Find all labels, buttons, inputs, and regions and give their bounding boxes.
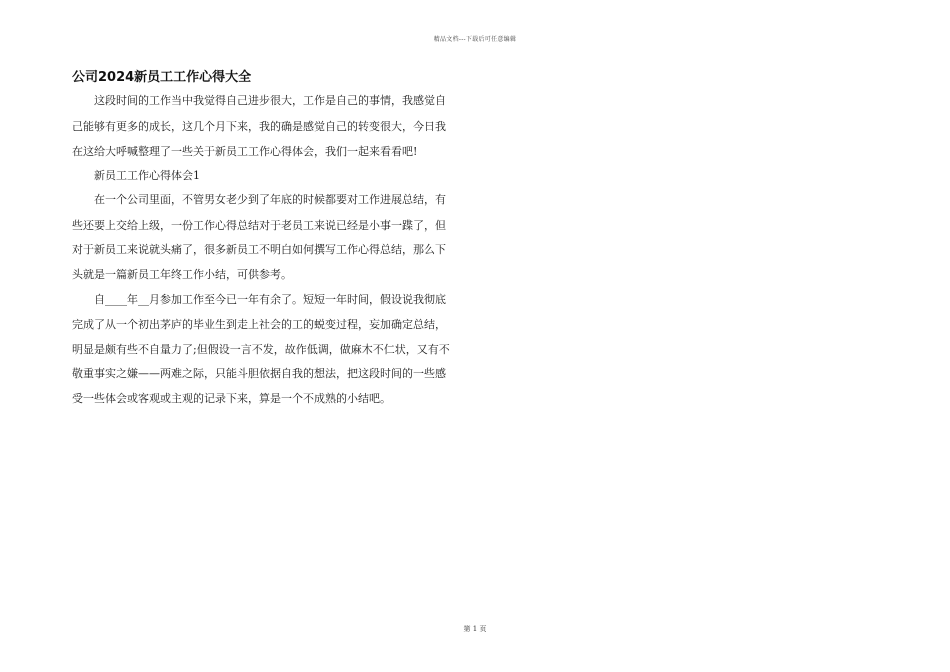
section-heading: 新员工工作心得体会1 xyxy=(72,169,200,182)
paragraph-line: 自____年__月参加工作至今已一年有余了。短短一年时间，假设说我彻底 xyxy=(72,293,446,306)
paragraph-line: 在这给大呼喊整理了一些关于新员工工作心得体会，我们一起来看看吧! xyxy=(72,145,418,158)
paragraph-line: 敬重事实之嫌——两难之际，只能斗胆依据自我的想法，把这段时间的一些感 xyxy=(72,367,446,380)
paragraph-line: 明显是颇有些不自量力了;但假设一言不发，故作低调，做麻木不仁状，又有不 xyxy=(72,343,450,356)
paragraph-line: 头就是一篇新员工年终工作小结，可供参考。 xyxy=(72,268,292,281)
paragraph-line: 受一些体会或客观或主观的记录下来，算是一个不成熟的小结吧。 xyxy=(72,392,391,405)
paragraph-line: 些还要上交给上级，一份工作心得总结对于老员工来说已经是小事一蹀了，但 xyxy=(72,219,446,232)
page-header: 精品文档---下载后可任意编辑 xyxy=(433,36,517,43)
paragraph-line: 己能够有更多的成长，这几个月下来，我的确是感觉自己的转变很大，今日我 xyxy=(72,120,446,133)
document-title: 公司2024新员工工作心得大全 xyxy=(72,70,252,85)
paragraph-line: 在一个公司里面，不管男女老少到了年底的时候都要对工作进展总结，有 xyxy=(72,193,446,206)
paragraph-line: 完成了从一个初出茅庐的毕业生到走上社会的工的蜕变过程，妄加确定总结， xyxy=(72,318,446,331)
page-number: 第 1 页 xyxy=(463,625,487,633)
paragraph-line: 这段时间的工作当中我觉得自己进步很大，工作是自己的事情，我感觉自 xyxy=(72,94,446,107)
paragraph-line: 对于新员工来说就头痛了，很多新员工不明白如何撰写工作心得总结，那么下 xyxy=(72,243,446,256)
